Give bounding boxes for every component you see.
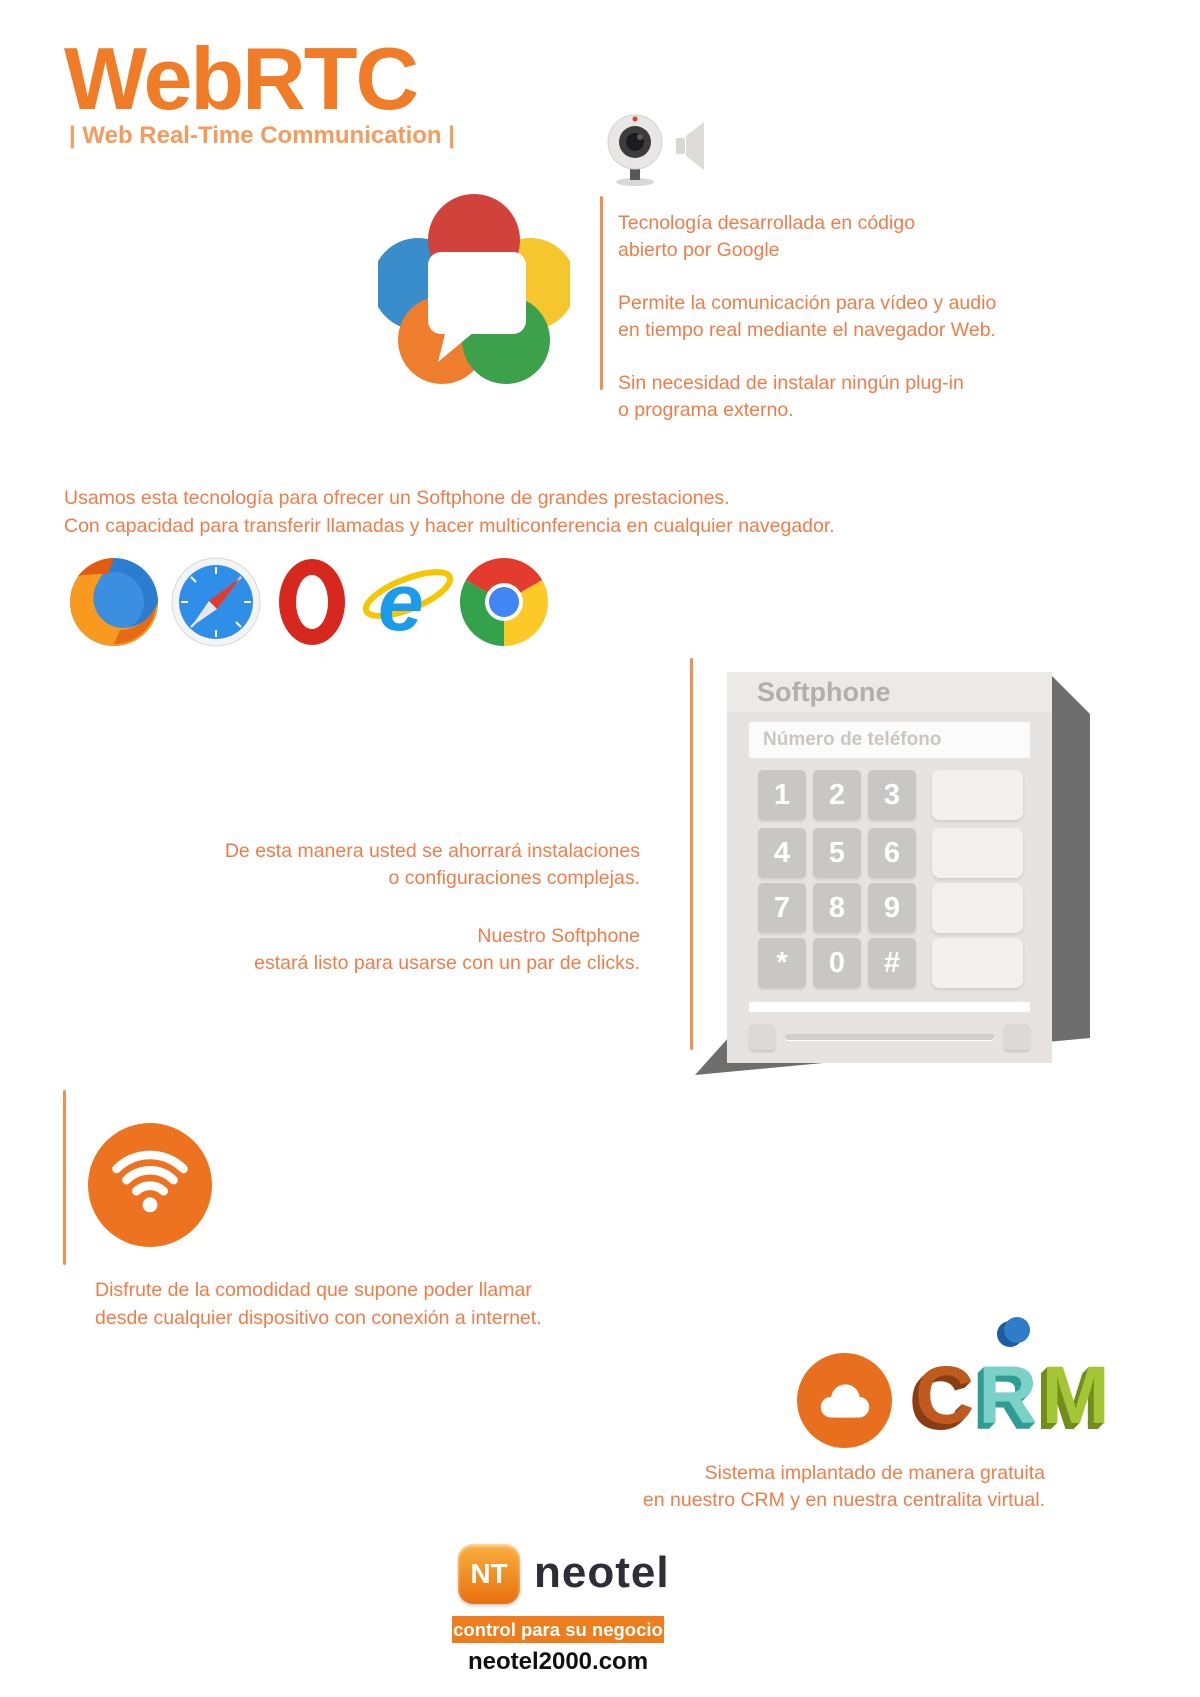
intro-paragraphs (618, 210, 1038, 450)
safari-icon (170, 556, 262, 648)
firefox-icon (68, 556, 160, 648)
keypad-key-5[interactable]: 5 (813, 828, 861, 878)
slider-button-right[interactable] (1004, 1024, 1030, 1050)
page-title: WebRTC (64, 29, 418, 128)
crm-logo (915, 1352, 1114, 1440)
chrome-icon (458, 556, 550, 648)
svg-text:e: e (378, 557, 424, 648)
intro-paragraph: Tecnología desarrollada en código abierto por Google (618, 212, 916, 261)
keypad-key-1[interactable]: 1 (758, 770, 806, 820)
crm-letter-m: M (1041, 1350, 1114, 1441)
wifi-text: Disfrute de la comodidad que supone poder llamar desde cualquier dispositivo con conexión a internet. (95, 1279, 542, 1329)
neotel-website-link[interactable]: neotel2000.com (467, 1648, 649, 1675)
volume-slider-track[interactable] (785, 1034, 994, 1040)
benefit-text (200, 838, 640, 1008)
softphone-display-bar (749, 1002, 1030, 1012)
intro-divider (600, 196, 603, 390)
keypad-action-button[interactable] (932, 938, 1023, 988)
wifi-badge (88, 1123, 212, 1247)
crm-dot-icon (995, 1313, 1035, 1351)
keypad-key-4[interactable]: 4 (758, 828, 806, 878)
opera-icon (266, 556, 358, 648)
keypad-key-8[interactable]: 8 (813, 883, 861, 933)
keypad-action-button[interactable] (932, 770, 1023, 820)
webcam-speaker-icon (598, 110, 710, 188)
speaker-icon (676, 122, 704, 170)
internet-explorer-icon (362, 556, 454, 648)
cloud-icon (797, 1353, 892, 1448)
keypad-key-6[interactable]: 6 (868, 828, 916, 878)
neotel-tagline-banner: control para su negocio (452, 1616, 664, 1643)
neotel-brand-name: neotel (534, 1548, 670, 1597)
crm-letter-r: R (978, 1350, 1042, 1441)
neotel-logo-badge: NT (458, 1544, 520, 1604)
cloud-badge (797, 1353, 892, 1448)
crm-text: Sistema implantado de manera gratuita en nuestro CRM y en nuestra centralita virtual. (642, 1462, 1045, 1511)
crm-letter-c: C (915, 1350, 979, 1441)
keypad-action-button[interactable] (932, 883, 1023, 933)
softphone-panel (727, 672, 1052, 1063)
keypad-key-3[interactable]: 3 (868, 770, 916, 820)
keypad-key-9[interactable]: 9 (868, 883, 916, 933)
softphone-divider (690, 658, 693, 1050)
keypad-action-button[interactable] (932, 828, 1023, 878)
benefit-paragraph: Nuestro Softphone estará listo para usarse con un par de clicks. (254, 925, 640, 974)
keypad-key-star[interactable]: * (758, 938, 806, 988)
softphone-title: Softphone (757, 677, 891, 707)
webrtc-logo (378, 192, 570, 384)
keypad-key-0[interactable]: 0 (813, 938, 861, 988)
keypad-key-hash[interactable]: # (868, 938, 916, 988)
intro-paragraph: Sin necesidad de instalar ningún plug-in o programa externo. (618, 372, 964, 421)
phone-number-input[interactable] (749, 722, 1030, 758)
wifi-icon (88, 1123, 212, 1247)
usage-text: Usamos esta tecnología para ofrecer un Softphone de grandes prestaciones. Con capacidad para transferir llamadas y hacer multiconferencia en cualquier navegador. (64, 487, 835, 537)
page-subtitle: | Web Real-Time Communication | (69, 122, 455, 149)
slider-button-left[interactable] (749, 1024, 775, 1050)
intro-paragraph: Permite la comunicación para vídeo y audio en tiempo real mediante el navegador Web. (618, 292, 997, 341)
softphone-header (727, 672, 1052, 712)
keypad-key-2[interactable]: 2 (813, 770, 861, 820)
keypad-key-7[interactable]: 7 (758, 883, 806, 933)
benefit-paragraph: De esta manera usted se ahorrará instalaciones o configuraciones complejas. (224, 840, 640, 889)
wifi-divider (63, 1090, 66, 1265)
